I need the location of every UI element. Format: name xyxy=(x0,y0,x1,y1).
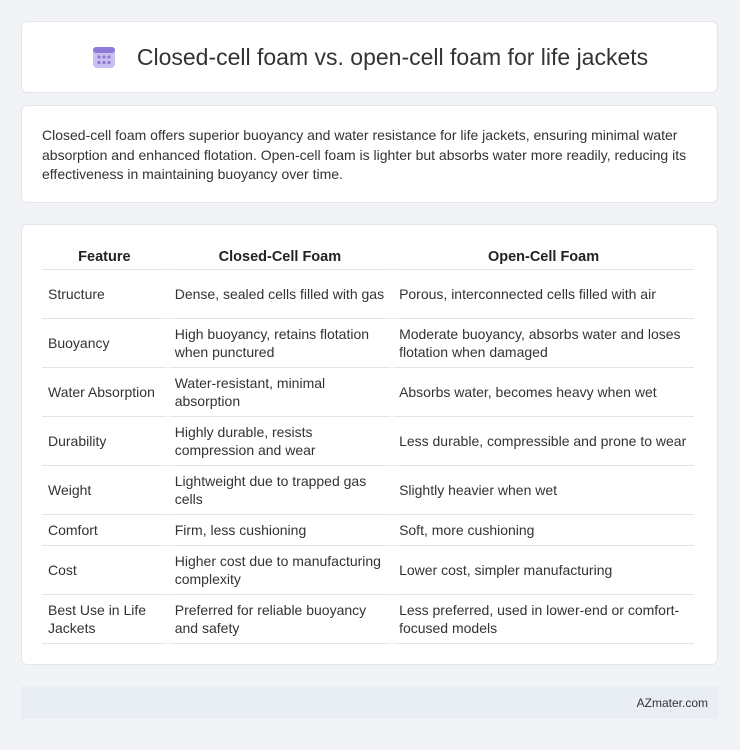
title-card xyxy=(21,21,718,93)
comparison-table xyxy=(40,245,696,644)
open-cell: Absorbs water, becomes heavy when wet xyxy=(393,367,694,416)
closed-cell: Highly durable, resists compression and wear xyxy=(169,416,391,465)
open-cell: Moderate buoyancy, absorbs water and loses flotation when damaged xyxy=(393,318,694,367)
feature-cell: Water Absorption xyxy=(42,367,167,416)
open-cell: Less preferred, used in lower-end or comfort-focused models xyxy=(393,594,694,644)
calendar-icon xyxy=(91,44,117,70)
intro-card xyxy=(21,105,718,203)
intro-text: Closed-cell foam offers superior buoyancy and water resistance for life jackets, ensuring minimal water absorption and enhanced flotation. Open-cell foam is lighter but absorbs water more readily, reducing its effectiveness in maintaining buoyancy over time. xyxy=(42,127,687,182)
feature-cell: Durability xyxy=(42,416,167,465)
footer-bar xyxy=(21,686,718,719)
closed-cell: Lightweight due to trapped gas cells xyxy=(169,465,391,514)
table-header-row xyxy=(42,245,694,269)
closed-cell: Firm, less cushioning xyxy=(169,514,391,545)
column-header: Feature xyxy=(78,249,131,265)
table-row xyxy=(42,416,694,465)
feature-cell: Comfort xyxy=(42,514,167,545)
table-row xyxy=(42,545,694,594)
column-header: Open-Cell Foam xyxy=(487,249,600,265)
open-cell: Slightly heavier when wet xyxy=(393,465,694,514)
table-row xyxy=(42,465,694,514)
comparison-card xyxy=(21,224,718,665)
column-header: Closed-Cell Foam xyxy=(218,249,342,265)
page-title: Closed-cell foam vs. open-cell foam for life jackets xyxy=(136,43,649,70)
feature-cell: Weight xyxy=(42,465,167,514)
footer-brand: AZmater.com xyxy=(636,695,708,710)
table-row xyxy=(42,367,694,416)
open-cell: Soft, more cushioning xyxy=(393,514,694,545)
closed-cell: Preferred for reliable buoyancy and safety xyxy=(169,594,391,644)
open-cell: Less durable, compressible and prone to wear xyxy=(393,416,694,465)
closed-cell: High buoyancy, retains flotation when punctured xyxy=(169,318,391,367)
open-cell: Lower cost, simpler manufacturing xyxy=(393,545,694,594)
closed-cell: Dense, sealed cells filled with gas xyxy=(169,269,391,318)
closed-cell: Higher cost due to manufacturing complexity xyxy=(169,545,391,594)
feature-cell: Best Use in Life Jackets xyxy=(42,594,167,644)
table-row xyxy=(42,594,694,644)
table-row xyxy=(42,269,694,318)
open-cell: Porous, interconnected cells filled with air xyxy=(393,269,694,318)
table-row xyxy=(42,318,694,367)
table-row xyxy=(42,514,694,545)
feature-cell: Cost xyxy=(42,545,167,594)
feature-cell: Structure xyxy=(42,269,167,318)
feature-cell: Buoyancy xyxy=(42,318,167,367)
closed-cell: Water-resistant, minimal absorption xyxy=(169,367,391,416)
